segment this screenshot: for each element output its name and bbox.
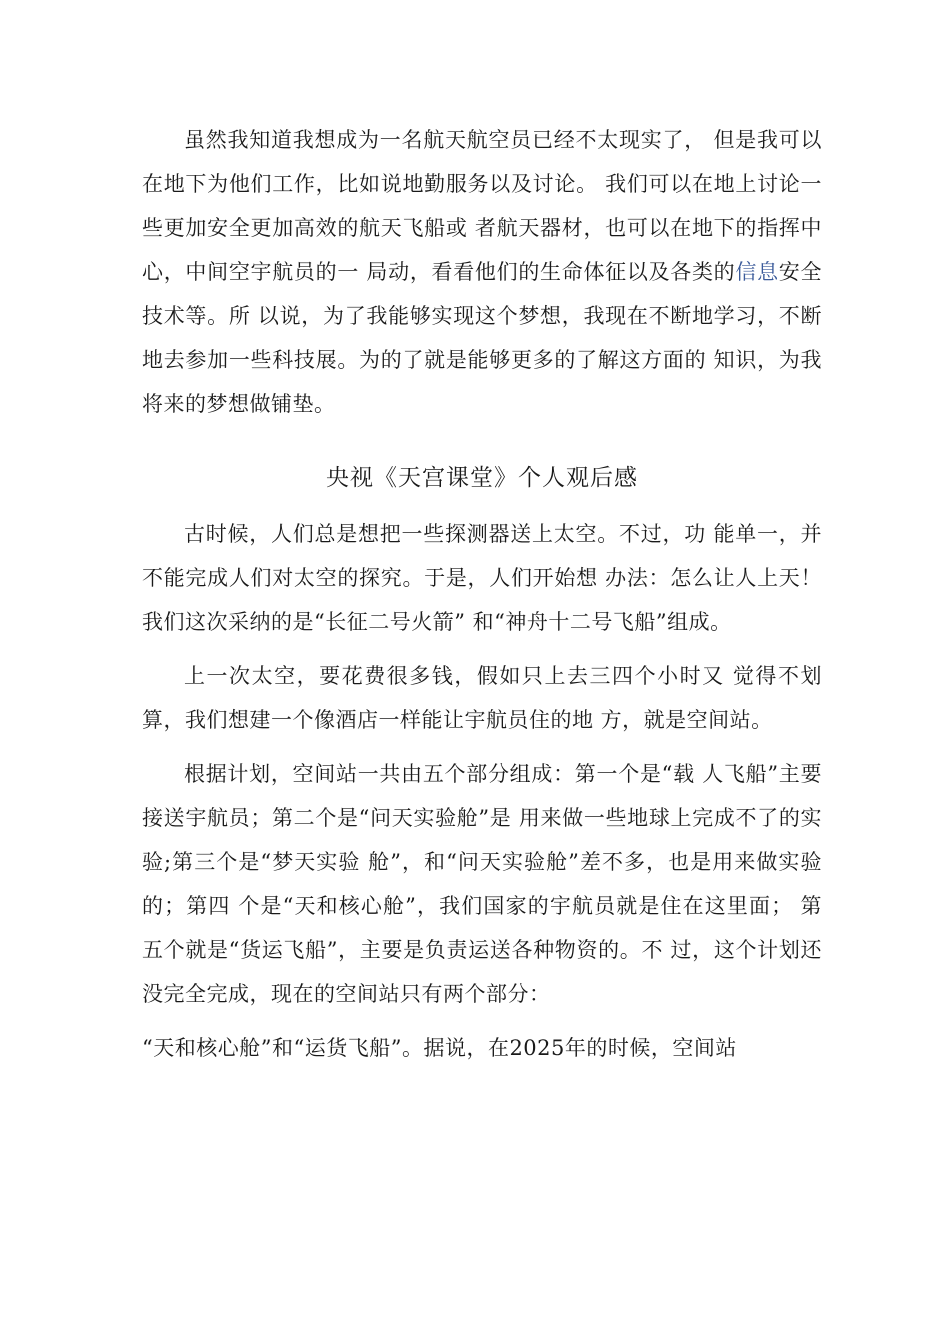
intro-paragraph xyxy=(142,118,822,426)
body-paragraph-4: “天和核心舱”和“运货飞船”。据说，在2025年的时候，空间站 xyxy=(142,1036,737,1060)
document-page xyxy=(142,118,822,1070)
info-link[interactable]: 信息 xyxy=(735,260,779,284)
body-paragraph-2: 上一次太空，要花费很多钱，假如只上去三四个小时又 觉得不划算，我们想建一个像酒店一样能让宇航员住的地 方，就是空间站。 xyxy=(142,664,822,732)
body-paragraph-3: 根据计划，空间站一共由五个部分组成：第一个是“载 人飞船”主要接送宇航员；第二个是“问天实验舱”是 用来做一些地球上完成不了的实验;第三个是“梦天实验 舱”，和“问天实验舱”差不多，也是用来做实验的；第四 个是“天和核心舱”，我们国家的宇航员就是住在这里面； 第五个就是“货运飞船”，主要是负责运送各种物资的。不 过，这个计划还没完全完成，现在的空间站只有两个部分： xyxy=(142,762,822,1006)
section-title: 央视《天宫课堂》个人观后感 xyxy=(326,465,638,491)
body-paragraph-1: 古时候，人们总是想把一些探测器送上太空。不过，功 能单一，并不能完成人们对太空的探究。于是，人们开始想 办法：怎么让人上天！我们这次采纳的是“长征二号火箭” 和“神舟十二号飞船”组成。 xyxy=(142,522,822,634)
intro-text-after-link: 安全技术等。所 以说，为了我能够实现这个梦想，我现在不断地学习，不断 地去参加一些科技展。为的了就是能够更多的了解这方面的 知识，为我将来的梦想做铺垫。 xyxy=(142,260,823,416)
intro-text-before-link: 虽然我知道我想成为一名航天航空员已经不太现实了， 但是我可以在地下为他们工作，比如说地勤服务以及讨论。 我们可以在地上讨论一些更加安全更加高效的航天飞船或 者航天器材，也可以在地下的指挥中心，中间空宇航员的一 局动，看看他们的生命体征以及各类的 xyxy=(142,128,822,284)
